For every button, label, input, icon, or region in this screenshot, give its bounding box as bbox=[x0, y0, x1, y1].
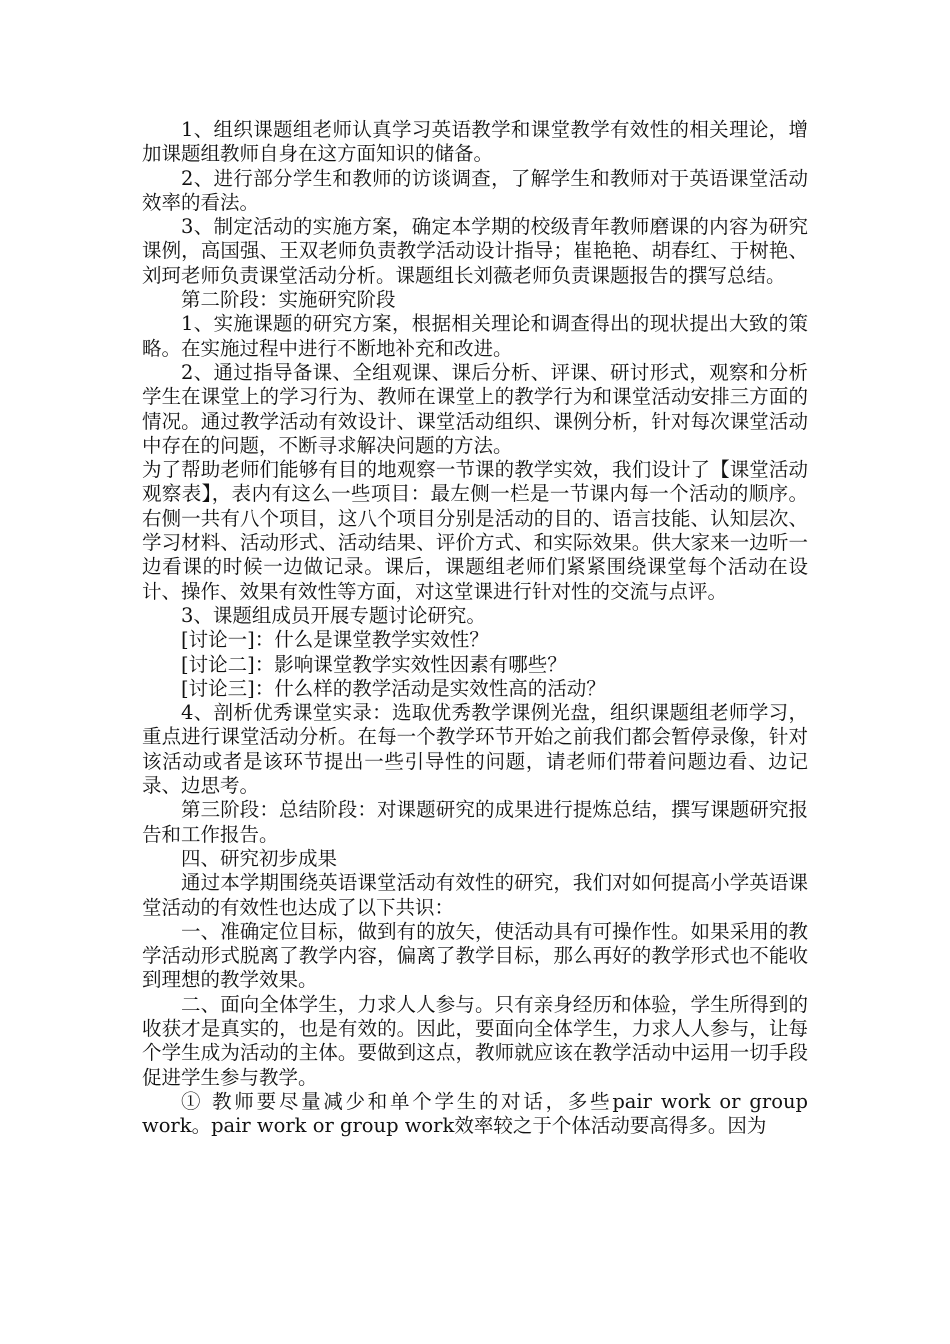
paragraph: 一、准确定位目标，做到有的放矢，使活动具有可操作性。如果采用的教学活动形式脱离了教学内容，偏离了教学目标，那么再好的教学形式也不能收到理想的教学效果。 bbox=[142, 919, 808, 992]
discussion-item: [讨论一]：什么是课堂教学实效性？ bbox=[181, 628, 489, 652]
paragraph: 3、课题组成员开展专题讨论研究。 bbox=[181, 603, 486, 627]
section-heading: 第二阶段：实施研究阶段 bbox=[181, 288, 396, 312]
paragraph: 4、剖析优秀课堂实录：选取优秀教学课例光盘，组织课题组老师学习，重点进行课堂活动分析。在每一个教学环节开始之前我们都会暂停录像，针对该活动或者是该环节提出一些引导性的问题，请老师们带着问题边看、边记录、边思考。 bbox=[142, 701, 808, 798]
paragraph: 为了帮助老师们能够有目的地观察一节课的教学实效，我们设计了【课堂活动观察表】，表内有这么一些项目：最左侧一栏是一节课内每一个活动的顺序。右侧一共有八个项目，这八个项目分别是活动的目的、语言技能、认知层次、学习材料、活动形式、活动结果、评价方式、和实际效果。供大家来一边听一边看课的时候一边做记录。课后，课题组老师们紧紧围绕课堂每个活动在设计、操作、效果有效性等方面，对这堂课进行针对性的交流与点评。 bbox=[142, 458, 808, 603]
paragraph: 二、面向全体学生，力求人人参与。只有亲身经历和体验，学生所得到的收获才是真实的，也是有效的。因此，要面向全体学生，力求人人参与，让每个学生成为活动的主体。要做到这点，教师就应该在教学活动中运用一切手段促进学生参与教学。 bbox=[142, 992, 808, 1089]
paragraph: 2、进行部分学生和教师的访谈调查，了解学生和教师对于英语课堂活动效率的看法。 bbox=[142, 166, 808, 214]
section-heading: 第三阶段：总结阶段：对课题研究的成果进行提炼总结，撰写课题研究报告和工作报告。 bbox=[142, 798, 808, 846]
paragraph: ① 教师要尽量减少和单个学生的对话，多些pair work or group work。pair work or group work效率较之于个体活动要高得多。因为 bbox=[142, 1089, 808, 1138]
paragraph: 通过本学期围绕英语课堂活动有效性的研究，我们对如何提高小学英语课堂活动的有效性也达成了以下共识： bbox=[142, 871, 808, 919]
document-body bbox=[142, 118, 808, 1138]
paragraph: 3、制定活动的实施方案，确定本学期的校级青年教师磨课的内容为研究课例，高国强、王双老师负责教学活动设计指导；崔艳艳、胡春红、于树艳、刘珂老师负责课堂活动分析。课题组长刘薇老师负责课题报告的撰写总结。 bbox=[142, 215, 808, 287]
paragraph: 1、组织课题组老师认真学习英语教学和课堂教学有效性的相关理论，增加课题组教师自身在这方面知识的储备。 bbox=[142, 118, 808, 166]
paragraph: 2、通过指导备课、全组观课、课后分析、评课、研讨形式，观察和分析学生在课堂上的学习行为、教师在课堂上的教学行为和课堂活动安排三方面的情况。通过教学活动有效设计、课堂活动组织、课例分析，针对每次课堂活动中存在的问题，不断寻求解决问题的方法。 bbox=[142, 360, 808, 457]
paragraph: 1、实施课题的研究方案，根据相关理论和调查得出的现状提出大致的策略。在实施过程中进行不断地补充和改进。 bbox=[142, 312, 808, 360]
discussion-item: [讨论三]：什么样的教学活动是实效性高的活动？ bbox=[181, 676, 606, 700]
section-heading: 四、研究初步成果 bbox=[181, 846, 338, 870]
discussion-item: [讨论二]：影响课堂教学实效性因素有哪些？ bbox=[181, 652, 567, 676]
